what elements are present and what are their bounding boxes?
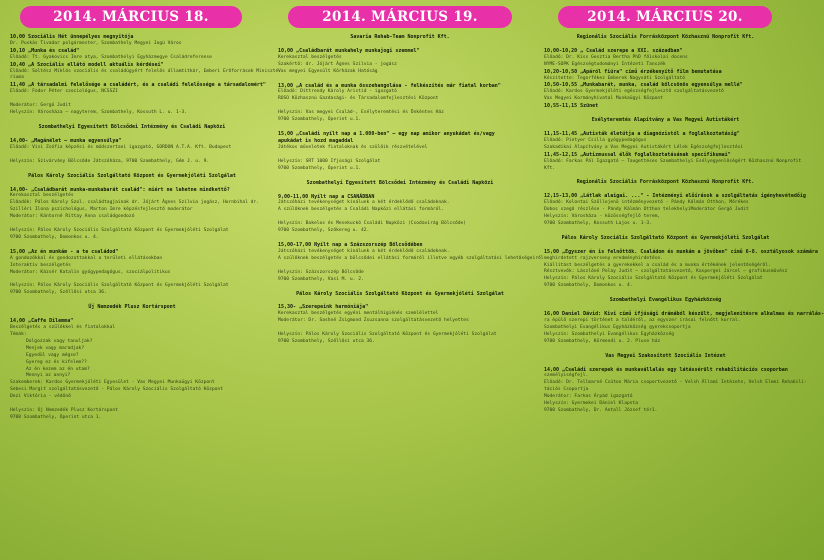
event-detail: 9700 Szombathely, Óperint u.1. <box>278 165 361 171</box>
event-detail: személyiségfejl. <box>544 373 589 379</box>
event-detail: Beszélgetés a szülőkkel és fiatalokkal <box>10 325 116 331</box>
event-detail: 9700 Szombathely, Domonkos u. 4. <box>10 234 99 240</box>
event-detail: Helyszín: Városháza - közösségfejlő terem, <box>544 214 661 220</box>
event-detail: Helyszín: Pálos Károly Szociális Szolgáltató Központ és Gyermekjóléti Szolgálat <box>278 332 497 338</box>
organizer-heading: Savaria Rehab-Team Nonprofit Kft. <box>350 34 450 40</box>
program-list <box>544 34 824 415</box>
event-detail: Interaktív beszélgetés <box>10 262 71 268</box>
organizer-heading: Pálos Károly Szociális Szolgáltató Központ és Gyermekjóléti Szolgálat <box>296 290 504 297</box>
discussion-topic: Dolgozzak vagy tanuljak? <box>26 338 93 344</box>
event-detail: A szülőknek beszélgetés a Családi Napközi ellátási formáról. <box>278 207 444 213</box>
discussion-topic: Egyedül vagy mégse? <box>26 352 79 358</box>
organizer-heading: Regionális Szociális Forrásközpont Közhasznú Nonprofit Kft. <box>576 179 755 186</box>
event-detail: Sebesi Margit szolgáltatásvezető - Pálos Károly Szociális Szolgáltató Központ <box>10 387 223 393</box>
event-title: 15,00 „Családi nyílt nap a 1.000-ben" – egy nap amikor anyukádat és/vagy <box>278 131 495 138</box>
spacer <box>544 41 787 48</box>
event-detail: 9700 Szombathely, Szőllősi utca 36. <box>10 290 107 296</box>
event-detail: Kiállítást beszélgetés a gyerekekkel a család és a munka értékének jelentőségéről. <box>544 262 771 268</box>
spacer <box>544 110 787 117</box>
event-title: 14,00 „Családi szerepek és munkavállalás egy látássérült rehabilitációs csoporban <box>544 366 788 373</box>
spacer <box>278 187 522 194</box>
event-detail: Helyszín: Vas megyei Család-, Esélyteremtési és Önkéntes Ház <box>278 110 444 116</box>
event-title: 10,10 „Munka és család" <box>10 47 80 54</box>
organizer-heading: Szombathelyi Egyesített Bölcsődei Intézmény és Családi Napközi <box>38 123 226 130</box>
organizer-heading: Pálos Károly Szociális Szolgáltató Központ és Gyermekjóléti Szolgálat <box>28 172 236 179</box>
event-title: 13,00 „A család és a munka összehangolása - felkészítés már fiatal korban" <box>278 82 501 89</box>
event-detail: Dezi Viktória - védőnő <box>10 394 71 400</box>
event-detail: Moderátor: Kántorné Rittay Anna családgondozó <box>10 214 135 220</box>
event-detail: ROSO Közhasznú Gazdasági- és Társadalomfejlesztési Központ <box>278 96 439 102</box>
spacer <box>278 173 522 180</box>
event-detail: 9700 Szombathely, Szőkereg u. 42. <box>278 228 370 234</box>
organizer-heading: Vas Megyei Szakosított Szociális Intézet <box>605 352 726 359</box>
event-detail: Moderátor: Dr. Sashné Zsigmond Zsuzsanna szolgáltatásvezető helyettes <box>278 318 469 324</box>
discussion-topic: Gyereg ez és kifelem?? <box>26 359 87 365</box>
organizer-heading: Pálos Károly Szociális Szolgáltató Központ és Gyermekjóléti Szolgálat <box>561 234 770 241</box>
spacer <box>278 124 522 131</box>
event-detail: Helyszín: Új Nemzedék Plusz Kortárspont <box>10 408 118 414</box>
event-detail: Előadó: Farkas Pál Igazgató – Taugettéses Szombathelyi Esélyegyenlőségért Közhasznú Nonprofit <box>544 158 802 164</box>
event-detail: Előadó: Fodor Péter szociológus, NCSSZI <box>10 89 118 95</box>
event-title: 11,15-11,45 „Autisták életútja a diagnózistól a foglalkoztatásig" <box>544 130 740 137</box>
day-column-march-20 <box>534 0 824 560</box>
spacer <box>278 284 522 291</box>
event-title: 15,00 „Az én munkám - a te családod" <box>10 248 119 255</box>
event-detail: Előadó: Dr. Tellmarné Csúton Mária csoportvezető - Velsh Állami Intézete, Velsh Elemi Rehabili- <box>544 380 807 386</box>
event-detail: Előadó: Kardos Gyermekjóléti egészségfejlesztő szolgáltatásvezető <box>544 89 724 95</box>
event-detail: Vas Megyei Kormányhivatal Munkaügyi Központ <box>544 96 663 102</box>
day-column-march-19 <box>268 0 544 560</box>
event-detail: Moderátor: Kázsér Katalin gyógypedagógus, szociálpolitikus <box>10 269 171 275</box>
event-detail: Moderátor: Gergó Judit <box>10 103 71 109</box>
event-detail: Játszóházi tevékenységet kínálunk a két érdeklődő családoknak. <box>278 200 450 206</box>
spacer <box>544 360 787 367</box>
spacer <box>544 228 787 235</box>
event-detail: Helyszín: Pálos Károly Szociális Szolgáltató Központ és Gyermekjóléti Szolgálat <box>10 228 229 234</box>
discussion-topic: Mennyi az annyi? <box>26 373 71 379</box>
event-detail: Helyszín: Pálos Károly Szociális Szolgáltató Központ és Gyermekjóléti Szolgálat <box>544 276 763 282</box>
event-title: apukádat is hozd magaddal <box>278 137 354 144</box>
event-detail: Témák: <box>10 332 27 337</box>
event-title: 15,00-17,00 Nyílt nap a Százszorszép Bölcsődében <box>278 242 423 249</box>
spacer <box>10 221 254 228</box>
event-detail: Szombathelyi Evangélikus Egyházközség gyerekcsoportja <box>544 324 691 330</box>
event-detail: Játszóházi tevékenységet kínálunk a két érdeklődő családoknak. <box>278 248 450 254</box>
event-detail: Moderátor: Farkas Árpád igazgató <box>544 394 633 400</box>
event-detail: Előadók: Pálos Károly Szol. családtagjainak dr. Jójárt Ágnes Szilvia jogász, Hornbihal dr. <box>10 200 259 206</box>
event-detail: riuma <box>10 75 24 81</box>
event-detail: Előadó: Dr. Kiss Gesztia Bertha PhD főiskolai docens <box>544 54 688 60</box>
event-detail: Szakemberek: Kardos Gyermekjóléti Egyesület - Vas Megyei Munkaügyi Központ <box>10 380 215 386</box>
event-detail: Előadó: Tt. Gyakovics Imre atya, Szombathelyi Egyházmegye Családreferense <box>10 54 212 60</box>
event-title: 15,00 „Egyszer én is felnőttök. Családom és munkám a jövőben" című 6-8. osztályosok számára <box>544 248 818 255</box>
organizer-heading: Esélyteremtés Alapítvány a Vas Megyei Autistákért <box>591 117 740 124</box>
event-title: 10,00 „Családbarát munkahely munkajogi szemmel" <box>278 47 420 54</box>
event-detail: Szilléri Ilona pszichológus, Marton Imre képzésfejlesztő moderátor <box>10 207 193 213</box>
event-detail: Előadó: Visi Zsófia képzési és módszertani igazgató, GORDON A.T.A. Kft. Budapest <box>10 144 232 150</box>
event-title: 15,30- „Szerepeink harmóniája" <box>278 304 369 311</box>
event-detail: Előadó: Soltész Miklós szociális és családügyért felelős államtitkár, Emberi Erőforrások Miniszté- <box>10 68 282 74</box>
spacer <box>278 41 522 48</box>
date-tab: 2014. MÁRCIUS 20. <box>558 6 772 28</box>
event-detail: 9700 Szombathely, Kossuth Lajos u. 1-3. <box>544 220 652 226</box>
event-detail: A szülőknek beszélgetés a bölcsődei ellátási formáról illetve egyéb szolgáltatási lehetőségeiről <box>278 255 544 261</box>
event-title: 14,00- „Családbarát munka-munkabarát család": miért ne lehetne mindkettő? <box>10 186 230 193</box>
event-detail: Kerekasztal beszélgetés <box>278 54 342 60</box>
spacer <box>10 311 254 318</box>
event-title: 12,15-13,00 „Látlak alaigai. ..." - Intézményi előírások a szolgáltatás igényhevétedőig <box>544 193 806 200</box>
event-detail: 9700 Szombathely, Szőllősi utca 36. <box>278 339 375 345</box>
event-detail: Előadó: Pintyer Csilla gyógypedagógus <box>544 137 647 143</box>
event-detail: Helyszín: Szivárvány Bölcsőde Játszóháza, 9700 Szombathely, Gém J. u. 9. <box>10 158 210 164</box>
event-detail: Szakértő: dr. Jójárt Ágnes Szilvia - jogász <box>278 61 397 67</box>
organizer-heading: Szombathelyi Evangélikus Egyházközség <box>609 297 722 304</box>
spacer <box>10 242 254 249</box>
event-detail: A gondozókkal és gondozottakkal a területi ellátásokban <box>10 255 163 261</box>
event-detail: tációs Csoportja <box>544 387 589 393</box>
event-detail: Helyszín: Szombathelyi Evangélikus Egyházközség <box>544 331 674 337</box>
spacer <box>278 76 522 83</box>
event-detail: 9700 Szombathely, Óperint utca 1. <box>10 414 102 420</box>
event-detail: 9700 Szombathely, Körmendi u. 2. Pluse ház <box>544 338 661 344</box>
event-detail: Dobos szegő részlése - Pándy Kálmán Otthon telekhelyiModerátor Gergó Judit <box>544 207 749 213</box>
program-list <box>278 34 544 346</box>
event-title: 14,00- „Magánélet – munka egyensúlya" <box>10 137 122 144</box>
event-detail: 9700 Szombathely, Vasi M. u. 2. <box>278 276 364 282</box>
organizer-heading: Szombathelyi Egyesített Bölcsődei Intézmény és Családi Napközi <box>306 179 494 186</box>
spacer <box>10 180 254 187</box>
event-title: 11,45-12,15 „Autizmussal élők foglalkoztatásának specifikumai" <box>544 151 731 158</box>
spacer <box>10 166 254 173</box>
organizer-heading: Regionális Szociális Forrásközpont Közhasznú Nonprofit Kft. <box>576 34 755 40</box>
discussion-topic: Az én kezem az én utam? <box>26 366 90 372</box>
spacer <box>544 242 787 249</box>
event-detail: Előadó: Kolontai Szöllejenö intézményvezető - Pándy Kálmán Otthon, Mórékes <box>544 200 749 206</box>
event-detail: Vas megyei Egyesült Kórházak Hatóság <box>278 68 378 74</box>
event-title: 10,20-10,50 „Apáról fiúra" című érzékenyítő film bemutatása <box>544 68 722 75</box>
event-title: 11,40 „A társadalmi felelősége a családért, és a családi felelőssége a társadalomért" <box>10 82 266 89</box>
event-title: 10,40 „A Szociális ellátó modell aktuális kérdései" <box>10 61 164 68</box>
event-title: 14,00 „Caffe Dilemma" <box>10 318 74 325</box>
event-detail: Szakadikai Alapítvány a Vas Megyei Autistákért Lélek Egészségfejlesztési <box>544 144 744 150</box>
event-title: 10,00 Szociális Hét ünnepélyes megnyitója <box>10 34 134 40</box>
spacer <box>278 263 522 270</box>
event-detail: meghirdetett rajzverseny eredményhirdetése. <box>544 255 663 261</box>
event-detail: Kerekasztal beszélgetés <box>10 193 74 199</box>
organizer-heading: Új Nemzedék Plusz Kortárspont <box>88 304 176 311</box>
event-detail: Helyszín: Bakelos és Mesekuckó Családi Napközi (Csodavirág Bölcsőde) <box>278 221 467 227</box>
date-tab: 2014. MÁRCIUS 18. <box>20 6 242 28</box>
event-title: 16,00 Daniel Dávid: Kivi című ifjúsági drámából készült, megjelenítésre alkalmas és narrálás- <box>544 311 824 318</box>
spacer <box>10 152 254 159</box>
event-detail: Játékos műveletek fiataloknak és szülőik részvételével <box>278 144 428 150</box>
spacer <box>278 152 522 159</box>
event-title: 9,00-11,00 Nyílt nap a CSANÁDBAN <box>278 193 375 200</box>
event-detail: Dr. Puskás Tivadar polgármester, Szombathely Megyei Jogú Város <box>10 40 182 46</box>
event-detail: 9700 Szombathely, Dr. Antall József tér1. <box>544 407 658 413</box>
spacer <box>10 401 254 408</box>
event-detail: Helyszín: Százszorszép Bölcsőde <box>278 269 364 275</box>
event-detail: Résztvevők: Lászlóné Polay Judit – szolgáltatásvezető, Kaspergei Járcel – grafikusművész <box>544 269 788 275</box>
event-title: 10,55-11,15 Szünet <box>544 103 599 110</box>
day-column-march-18 <box>0 0 282 560</box>
event-detail: Kerekasztal beszélgetés egyéni mentálhigiénés szemlélettel <box>278 311 439 317</box>
event-title: 10,00-10,20 „ Család szerepe a XXI. században" <box>544 47 683 54</box>
event-detail: Helyszín: Pálos Károly Szociális Szolgáltató Központ és Gyermekjóléti Szolgálat <box>10 283 229 289</box>
event-detail: Helyszín: SRT 1000 Ifjúsági Szolgálat <box>278 158 381 164</box>
event-detail: 9700 Szombathely, Domonkos u. 4. <box>544 283 633 289</box>
spacer <box>544 346 787 353</box>
date-tab: 2014. MÁRCIUS 19. <box>288 6 512 28</box>
event-detail: Előadó: Dittrendy Károly Aristid - igazgató <box>278 89 397 95</box>
event-detail: 9700 Szombathely, Óperint u.1. <box>278 117 361 123</box>
program-list <box>10 34 282 422</box>
event-detail: ra épülő szerepi történet a taldéről, az egyszer írásai felnőtt korral. <box>544 318 741 323</box>
event-detail: NYME-SOPK Egészségtudományi Intézeti Tanszék <box>544 61 666 67</box>
spacer <box>10 117 254 124</box>
spacer <box>10 131 254 138</box>
event-detail: Helyszín: Városháza – nagyterem, Szombathely, Kossuth L. u. 1-3. <box>10 110 188 116</box>
event-detail: Kft. <box>544 165 556 171</box>
spacer <box>278 235 522 242</box>
event-detail: Készítette: Tegorfékez Emberek Nagyváti Szolgáltató <box>544 75 686 81</box>
event-title: 10,50-10,55 „Munkabarát, munka, család kölcsönös egyensúlya mellé" <box>544 82 743 89</box>
event-detail: Helyszín: Gyermekei Dániel Klapsta <box>544 401 639 407</box>
discussion-topic: Menjek vagy maradjak? <box>26 345 85 351</box>
spacer <box>544 124 787 131</box>
